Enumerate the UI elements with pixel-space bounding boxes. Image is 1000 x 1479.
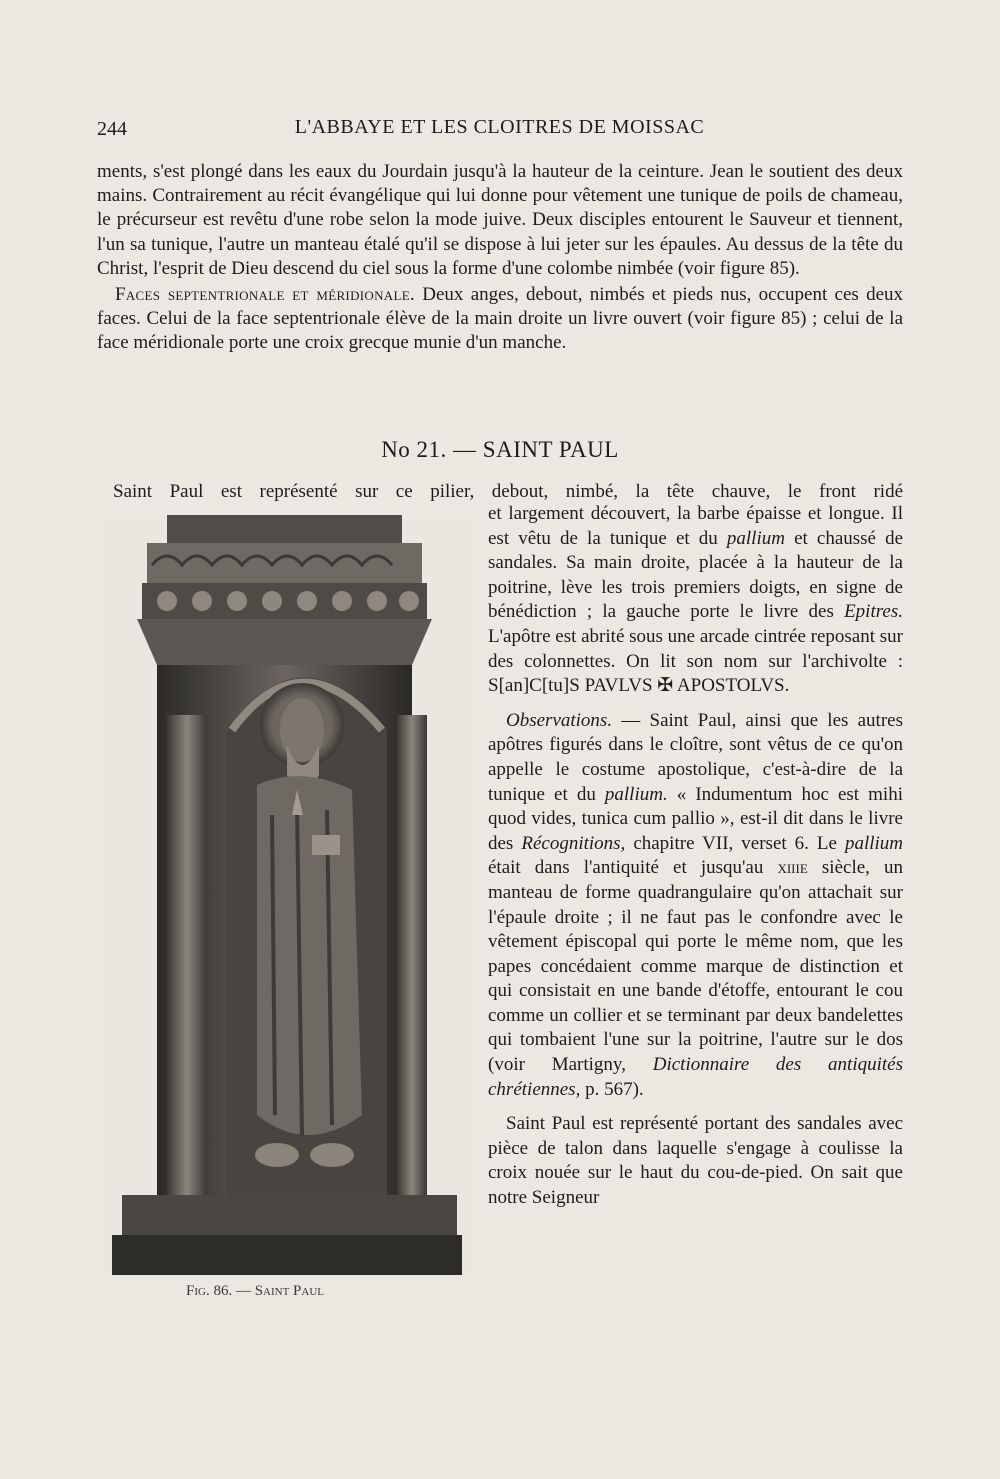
- faces-text: Deux anges, debout, nimbés et pieds nus, occupent ces deux faces. Celui de la face septentrionale élève de la main droite un livre ouvert (voir figure 85) ; celui de la face méridionale porte une croix grecque munie d'un manche.: [97, 284, 903, 354]
- right-column-text: [488, 502, 903, 1211]
- observations-p1: — Saint Paul, ainsi que les autres apôtres figurés dans le cloître, sont vêtus de ce qu'on appelle le costume apostolique, c'est-à-dire de la tunique et du: [488, 709, 903, 805]
- page-header: [97, 116, 902, 146]
- description-epitres: Epitres.: [844, 601, 903, 623]
- observations-pallium1: pallium.: [604, 783, 668, 805]
- figure-saint-paul-image: [97, 515, 472, 1275]
- section-title: No 21. — SAINT PAUL: [381, 437, 619, 462]
- description-paragraph: [488, 502, 903, 699]
- top-paragraph: ments, s'est plongé dans les eaux du Jourdain jusqu'à la hauteur de la ceinture. Jean le soutient des deux mains. Contrairement au récit évangélique qui lui donne pour vêtement une tunique de poils de chameau, le précurseur est revêtu d'une robe selon la mode juive. Deux disciples entourent le Sauveur et tiennent, l'un sa tunique, l'autre un manteau étalé qu'il se dispose à lui jeter sur les épaules. Au dessus de la tête du Christ, l'esprit de Dieu descend du ciel sous la forme d'une colombe nimbée (voir figure 85).: [97, 161, 903, 279]
- observations-p2: « Indumentum hoc est mihi quod vides, tunica cum pallio », est-il dit dans le livre des: [488, 783, 903, 854]
- observations-label: Observations.: [506, 709, 613, 731]
- running-title: L'ABBAYE ET LES CLOITRES DE MOISSAC: [294, 116, 705, 138]
- observations-dictionary: Dictionnaire des antiquités chrétiennes,: [488, 1054, 903, 1100]
- final-paragraph: Saint Paul est représenté portant des sandales avec pièce de talon dans laquelle s'engage à coulisse la croix nouée sur le haut du cou-de-pied. On sait que notre Seigneur: [488, 1113, 903, 1209]
- observations-p5: siècle, un manteau de forme quadrangulaire qu'on attachait sur l'épaule droite ; il ne faut pas le confondre avec le vêtement épiscopal qui porte le même nom, que les papes concédaient comme marque de distinction et qui consistait en une bande d'étoffe, entourant le cou comme un collier et se terminant par deux bandelettes qui tombaient l'une sur la poitrine, l'autre sur le dos (voir Martigny,: [488, 857, 904, 1076]
- figure-caption: [186, 1283, 324, 1300]
- observations-century: xiiie: [777, 857, 808, 879]
- observations-p4: était dans l'antiquité et jusqu'au: [488, 857, 764, 879]
- observations-paragraph: [488, 709, 903, 1103]
- description-part3: L'apôtre est abrité sous une arcade cintrée reposant sur des colonnettes. On lit son nom sur l'archivolte : S[an]C[tu]S PAVLVS ✠ APOSTOLVS.: [488, 625, 903, 697]
- observations-p6: p. 567).: [585, 1078, 644, 1100]
- description-pallium: pallium: [726, 527, 785, 549]
- description-part1: et largement découvert, la barbe épaisse et longue. Il est vêtu de la tunique et du: [488, 503, 903, 549]
- top-text-block: [97, 160, 903, 356]
- figure-caption-text: Fig. 86. — Saint Paul: [186, 1283, 325, 1299]
- page-number: 244: [97, 118, 127, 140]
- observations-recognitions: Récognitions,: [521, 832, 626, 854]
- faces-heading: Faces septentrionale et méridionale.: [115, 284, 415, 306]
- description-part2: et chaussé de sandales. Sa main droite, placée à la hauteur de la poitrine, lève les trois premiers doigts, en signe de bénédiction ; la gauche porte le livre des: [488, 527, 904, 623]
- intro-line: Saint Paul est représenté sur ce pilier, debout, nimbé, la tête chauve, le front ridé: [113, 481, 903, 502]
- faces-paragraph: [97, 283, 903, 356]
- observations-pallium2: pallium: [844, 832, 904, 854]
- observations-p3: chapitre VII, verset 6. Le: [633, 832, 837, 854]
